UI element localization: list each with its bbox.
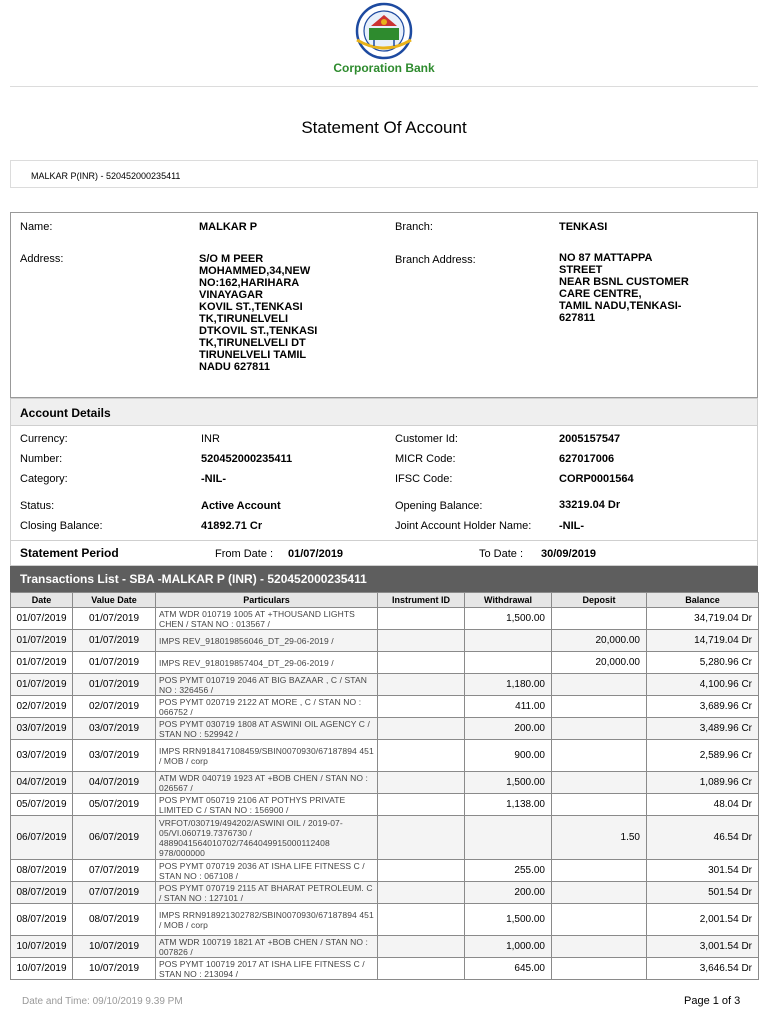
transactions-list-header: Transactions List - SBA -MALKAR P (INR) - 520452000235411 <box>10 566 758 592</box>
bank-logo-block <box>0 2 768 75</box>
cell-date: 03/07/2019 <box>11 718 73 740</box>
cell-particulars: POS PYMT 070719 2036 AT ISHA LIFE FITNESS C / STAN NO : 067108 / <box>156 860 378 882</box>
cell-deposit: 20,000.00 <box>552 630 647 652</box>
cell-date: 01/07/2019 <box>11 608 73 630</box>
cell-date: 01/07/2019 <box>11 630 73 652</box>
cell-balance: 301.54 Dr <box>647 860 759 882</box>
table-row <box>11 904 759 936</box>
cell-particulars: POS PYMT 050719 2106 AT POTHYS PRIVATE LIMITED C / STAN NO : 156900 / <box>156 794 378 816</box>
branch-label: Branch: <box>395 221 433 233</box>
cell-value-date: 06/07/2019 <box>73 816 156 860</box>
cell-instrument-id <box>378 696 465 718</box>
cell-particulars: ATM WDR 040719 1923 AT +BOB CHEN / STAN NO : 026567 / <box>156 772 378 794</box>
cell-deposit <box>552 772 647 794</box>
category-value: -NIL- <box>201 473 227 485</box>
cell-value-date: 04/07/2019 <box>73 772 156 794</box>
cell-particulars: POS PYMT 070719 2115 AT BHARAT PETROLEUM. C / STAN NO : 127101 / <box>156 882 378 904</box>
cell-deposit <box>552 882 647 904</box>
cell-date: 04/07/2019 <box>11 772 73 794</box>
number-label: Number: <box>20 453 63 465</box>
branch-address: NO 87 MATTAPPA STREET NEAR BSNL CUSTOMER CARE CENTRE, TAMIL NADU,TENKASI- 627811 <box>559 252 689 324</box>
cell-date: 08/07/2019 <box>11 860 73 882</box>
cell-instrument-id <box>378 904 465 936</box>
cell-particulars: VRFOT/030719/494202/ASWINI OIL / 2019-07-05/VI.060719.7376730 / 4889041564010702/7464049915000112408 978/000000 <box>156 816 378 860</box>
customer-name: MALKAR P <box>199 221 258 233</box>
bank-emblem-icon <box>345 2 423 60</box>
table-row <box>11 696 759 718</box>
closing-balance-label: Closing Balance: <box>20 520 103 532</box>
cell-deposit <box>552 740 647 772</box>
bank-name: Corporation Bank <box>333 61 435 75</box>
joint-holder-label: Joint Account Holder Name: <box>395 520 532 532</box>
cell-instrument-id <box>378 958 465 980</box>
header-divider <box>10 86 758 87</box>
cell-deposit <box>552 794 647 816</box>
account-details-header: Account Details <box>10 398 758 426</box>
table-row <box>11 652 759 674</box>
cell-withdrawal: 1,500.00 <box>465 904 552 936</box>
cell-deposit <box>552 674 647 696</box>
from-date-label: From Date : <box>215 548 274 560</box>
cell-particulars: IMPS REV_918019856046_DT_29-06-2019 / <box>156 630 378 652</box>
table-row <box>11 936 759 958</box>
address-label: Address: <box>20 253 64 265</box>
table-row <box>11 718 759 740</box>
cell-withdrawal: 1,138.00 <box>465 794 552 816</box>
ifsc-value: CORP0001564 <box>559 473 634 485</box>
footer-page-number: Page 1 of 3 <box>684 995 741 1007</box>
micr-value: 627017006 <box>559 453 615 465</box>
table-row <box>11 608 759 630</box>
table-row <box>11 674 759 696</box>
cell-balance: 2,001.54 Dr <box>647 904 759 936</box>
col-value-date: Value Date <box>73 593 156 608</box>
currency-label: Currency: <box>20 433 68 445</box>
transactions-table <box>10 592 759 980</box>
cell-instrument-id <box>378 816 465 860</box>
table-row <box>11 958 759 980</box>
closing-balance-value: 41892.71 Cr <box>201 520 263 532</box>
from-date-value: 01/07/2019 <box>288 548 344 560</box>
cell-deposit <box>552 608 647 630</box>
col-instrument-id: Instrument ID <box>378 593 465 608</box>
cell-particulars: POS PYMT 020719 2122 AT MORE , C / STAN NO : 066752 / <box>156 696 378 718</box>
cell-value-date: 02/07/2019 <box>73 696 156 718</box>
cell-value-date: 08/07/2019 <box>73 904 156 936</box>
table-row <box>11 882 759 904</box>
cell-date: 08/07/2019 <box>11 882 73 904</box>
table-row <box>11 772 759 794</box>
col-deposit: Deposit <box>552 593 647 608</box>
name-label: Name: <box>20 221 53 233</box>
cell-withdrawal: 900.00 <box>465 740 552 772</box>
cell-date: 01/07/2019 <box>11 674 73 696</box>
cell-withdrawal <box>465 630 552 652</box>
table-row <box>11 794 759 816</box>
cell-date: 06/07/2019 <box>11 816 73 860</box>
cell-instrument-id <box>378 936 465 958</box>
cell-balance: 48.04 Dr <box>647 794 759 816</box>
customer-id-label: Customer Id: <box>395 433 458 445</box>
cell-deposit <box>552 718 647 740</box>
currency-value: INR <box>201 433 220 445</box>
table-row <box>11 816 759 860</box>
cell-value-date: 03/07/2019 <box>73 740 156 772</box>
cell-withdrawal: 411.00 <box>465 696 552 718</box>
statement-period-label: Statement Period <box>20 546 119 560</box>
statement-period-bar <box>10 540 758 566</box>
cell-withdrawal: 1,180.00 <box>465 674 552 696</box>
ifsc-label: IFSC Code: <box>395 473 453 485</box>
cell-deposit: 1.50 <box>552 816 647 860</box>
cell-particulars: POS PYMT 100719 2017 AT ISHA LIFE FITNESS C / STAN NO : 213094 / <box>156 958 378 980</box>
cell-instrument-id <box>378 740 465 772</box>
cell-balance: 4,100.96 Cr <box>647 674 759 696</box>
cell-date: 10/07/2019 <box>11 936 73 958</box>
to-date-value: 30/09/2019 <box>541 548 597 560</box>
cell-instrument-id <box>378 794 465 816</box>
cell-balance: 3,001.54 Dr <box>647 936 759 958</box>
branch-name: TENKASI <box>559 221 608 233</box>
page-title: Statement Of Account <box>301 118 467 137</box>
cell-instrument-id <box>378 608 465 630</box>
cell-deposit <box>552 696 647 718</box>
cell-value-date: 07/07/2019 <box>73 882 156 904</box>
opening-balance-label: Opening Balance: <box>395 500 483 512</box>
cell-withdrawal <box>465 816 552 860</box>
cell-value-date: 03/07/2019 <box>73 718 156 740</box>
cell-instrument-id <box>378 630 465 652</box>
cell-particulars: IMPS REV_918019857404_DT_29-06-2019 / <box>156 652 378 674</box>
cell-particulars: IMPS RRN918921302782/SBIN0070930/67187894 451 / MOB / corp <box>156 904 378 936</box>
cell-value-date: 05/07/2019 <box>73 794 156 816</box>
col-date: Date <box>11 593 73 608</box>
cell-instrument-id <box>378 882 465 904</box>
cell-date: 03/07/2019 <box>11 740 73 772</box>
cell-value-date: 01/07/2019 <box>73 674 156 696</box>
cell-balance: 46.54 Dr <box>647 816 759 860</box>
cell-date: 01/07/2019 <box>11 652 73 674</box>
cell-value-date: 01/07/2019 <box>73 652 156 674</box>
cell-withdrawal: 200.00 <box>465 882 552 904</box>
cell-deposit <box>552 860 647 882</box>
cell-deposit <box>552 936 647 958</box>
cell-withdrawal: 200.00 <box>465 718 552 740</box>
table-row <box>11 860 759 882</box>
account-number-value: 520452000235411 <box>201 453 293 465</box>
cell-instrument-id <box>378 718 465 740</box>
customer-info-box <box>10 212 758 398</box>
footer-datetime: Date and Time: 09/10/2019 9.39 PM <box>22 996 183 1007</box>
cell-particulars: POS PYMT 030719 1808 AT ASWINI OIL AGENCY C / STAN NO : 529942 / <box>156 718 378 740</box>
cell-balance: 3,489.96 Cr <box>647 718 759 740</box>
col-withdrawal: Withdrawal <box>465 593 552 608</box>
cell-deposit: 20,000.00 <box>552 652 647 674</box>
account-details-body <box>10 426 758 540</box>
cell-balance: 5,280.96 Cr <box>647 652 759 674</box>
cell-particulars: POS PYMT 010719 2046 AT BIG BAZAAR , C / STAN NO : 326456 / <box>156 674 378 696</box>
micr-label: MICR Code: <box>395 453 456 465</box>
cell-withdrawal: 1,500.00 <box>465 608 552 630</box>
cell-instrument-id <box>378 860 465 882</box>
table-row <box>11 740 759 772</box>
to-date-label: To Date : <box>479 548 524 560</box>
cell-value-date: 07/07/2019 <box>73 860 156 882</box>
cell-deposit <box>552 904 647 936</box>
cell-particulars: ATM WDR 100719 1821 AT +BOB CHEN / STAN NO : 007826 / <box>156 936 378 958</box>
cell-balance: 14,719.04 Dr <box>647 630 759 652</box>
col-balance: Balance <box>647 593 759 608</box>
table-row <box>11 630 759 652</box>
status-value: Active Account <box>201 500 281 512</box>
cell-value-date: 01/07/2019 <box>73 630 156 652</box>
cell-deposit <box>552 958 647 980</box>
cell-withdrawal <box>465 652 552 674</box>
cell-balance: 501.54 Dr <box>647 882 759 904</box>
cell-instrument-id <box>378 772 465 794</box>
cell-balance: 2,589.96 Cr <box>647 740 759 772</box>
joint-holder-value: -NIL- <box>559 520 585 532</box>
cell-date: 02/07/2019 <box>11 696 73 718</box>
cell-withdrawal: 645.00 <box>465 958 552 980</box>
cell-balance: 1,089.96 Cr <box>647 772 759 794</box>
account-summary-line: MALKAR P(INR) - 520452000235411 <box>10 160 758 188</box>
cell-instrument-id <box>378 674 465 696</box>
cell-withdrawal: 255.00 <box>465 860 552 882</box>
table-header-row <box>11 593 759 608</box>
branch-address-label: Branch Address: <box>395 254 476 266</box>
cell-particulars: IMPS RRN918417108459/SBIN0070930/67187894 451 / MOB / corp <box>156 740 378 772</box>
cell-withdrawal: 1,000.00 <box>465 936 552 958</box>
opening-balance-value: 33219.04 Dr <box>559 499 621 511</box>
col-particulars: Particulars <box>156 593 378 608</box>
customer-address: S/O M PEER MOHAMMED,34,NEW NO:162,HARIHARA VINAYAGAR KOVIL ST.,TENKASI TK,TIRUNELVELI DTKOVIL ST.,TENKASI TK,TIRUNELVELI DT TIRUNELVELI TAMIL NADU 627811 <box>199 253 318 373</box>
customer-id-value: 2005157547 <box>559 433 621 445</box>
cell-value-date: 10/07/2019 <box>73 958 156 980</box>
cell-particulars: ATM WDR 010719 1005 AT +THOUSAND LIGHTS CHEN / STAN NO : 013567 / <box>156 608 378 630</box>
cell-date: 10/07/2019 <box>11 958 73 980</box>
cell-withdrawal: 1,500.00 <box>465 772 552 794</box>
cell-date: 05/07/2019 <box>11 794 73 816</box>
cell-value-date: 10/07/2019 <box>73 936 156 958</box>
cell-value-date: 01/07/2019 <box>73 608 156 630</box>
status-label: Status: <box>20 500 55 512</box>
cell-date: 08/07/2019 <box>11 904 73 936</box>
cell-balance: 3,646.54 Dr <box>647 958 759 980</box>
category-label: Category: <box>20 473 68 485</box>
cell-balance: 34,719.04 Dr <box>647 608 759 630</box>
cell-instrument-id <box>378 652 465 674</box>
cell-balance: 3,689.96 Cr <box>647 696 759 718</box>
